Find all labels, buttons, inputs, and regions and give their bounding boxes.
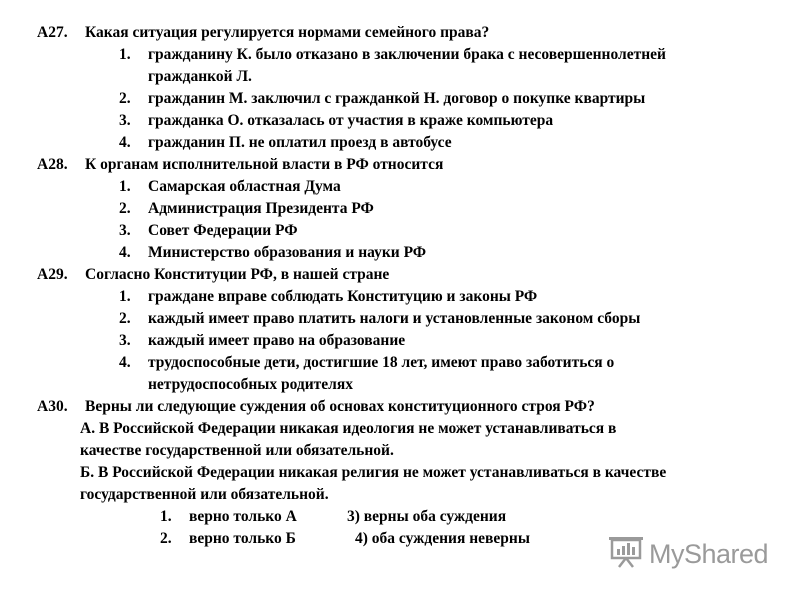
option-number: 4. xyxy=(119,134,131,151)
option-text: каждый имеет право платить налоги и установленные законом сборы xyxy=(148,310,641,327)
question-number: А29. xyxy=(37,266,68,283)
answer-option-left: верно только А xyxy=(189,508,297,525)
question-text: Согласно Конституции РФ, в нашей стране xyxy=(85,266,390,283)
option-text: Совет Федерации РФ xyxy=(148,222,298,239)
option-text: гражданка О. отказалась от участия в краже компьютера xyxy=(148,112,554,129)
question-text: Какая ситуация регулируется нормами семейного права? xyxy=(85,24,490,41)
question-a29-title xyxy=(37,264,389,286)
statement-b-continued: государственной или обязательной. xyxy=(80,486,329,503)
option-text: Министерство образования и науки РФ xyxy=(148,244,427,261)
option-text: Администрация Президента РФ xyxy=(148,200,374,217)
statement-a-continued: качестве государственной или обязательной. xyxy=(80,442,394,459)
answer-number: 1. xyxy=(160,508,172,525)
myshared-watermark xyxy=(607,534,768,574)
projector-screen-icon xyxy=(607,535,645,574)
question-a30-title xyxy=(37,396,595,418)
option-number: 1. xyxy=(119,178,131,195)
question-number: А27. xyxy=(37,24,68,41)
answer-option-right: 3) верны оба суждения xyxy=(347,508,507,525)
option-text: гражданину К. было отказано в заключении брака с несовершеннолетней xyxy=(148,46,666,63)
option-number: 2. xyxy=(119,200,131,217)
option-number: 1. xyxy=(119,46,131,63)
option-number: 2. xyxy=(119,90,131,107)
option-text: граждане вправе соблюдать Конституцию и законы РФ xyxy=(148,288,538,305)
option-number: 2. xyxy=(119,310,131,327)
option-number: 4. xyxy=(119,354,131,371)
option-number: 3. xyxy=(119,222,131,239)
statement-a: А. В Российской Федерации никакая идеология не может устанавливаться в xyxy=(80,420,617,437)
option-text: гражданин М. заключил с гражданкой Н. договор о покупке квартиры xyxy=(148,90,646,107)
statement-b: Б. В Российской Федерации никакая религия не может устанавливаться в качестве xyxy=(80,464,667,481)
question-a28-title xyxy=(37,154,443,176)
option-text-continued: нетрудоспособных родителях xyxy=(148,376,354,393)
question-text: Верны ли следующие суждения об основах конституционного строя РФ? xyxy=(85,398,595,415)
answer-number: 2. xyxy=(160,530,172,547)
watermark-text: MyShared xyxy=(649,538,769,569)
question-a27-title xyxy=(37,22,489,44)
option-text: гражданин П. не оплатил проезд в автобусе xyxy=(148,134,452,151)
option-number: 4. xyxy=(119,244,131,261)
answer-option-right: 4) оба суждения неверны xyxy=(355,530,530,547)
option-number: 1. xyxy=(119,288,131,305)
option-number: 3. xyxy=(119,332,131,349)
option-text: Самарская областная Дума xyxy=(148,178,341,195)
answer-option-left: верно только Б xyxy=(189,530,296,547)
option-number: 3. xyxy=(119,112,131,129)
option-text: трудоспособные дети, достигшие 18 лет, имеют право заботиться о xyxy=(148,354,615,371)
option-text-continued: гражданкой Л. xyxy=(148,68,252,85)
option-text: каждый имеет право на образование xyxy=(148,332,406,349)
question-number: А30. xyxy=(37,398,68,415)
question-text: К органам исполнительной власти в РФ относится xyxy=(85,156,444,173)
question-number: А28. xyxy=(37,156,68,173)
